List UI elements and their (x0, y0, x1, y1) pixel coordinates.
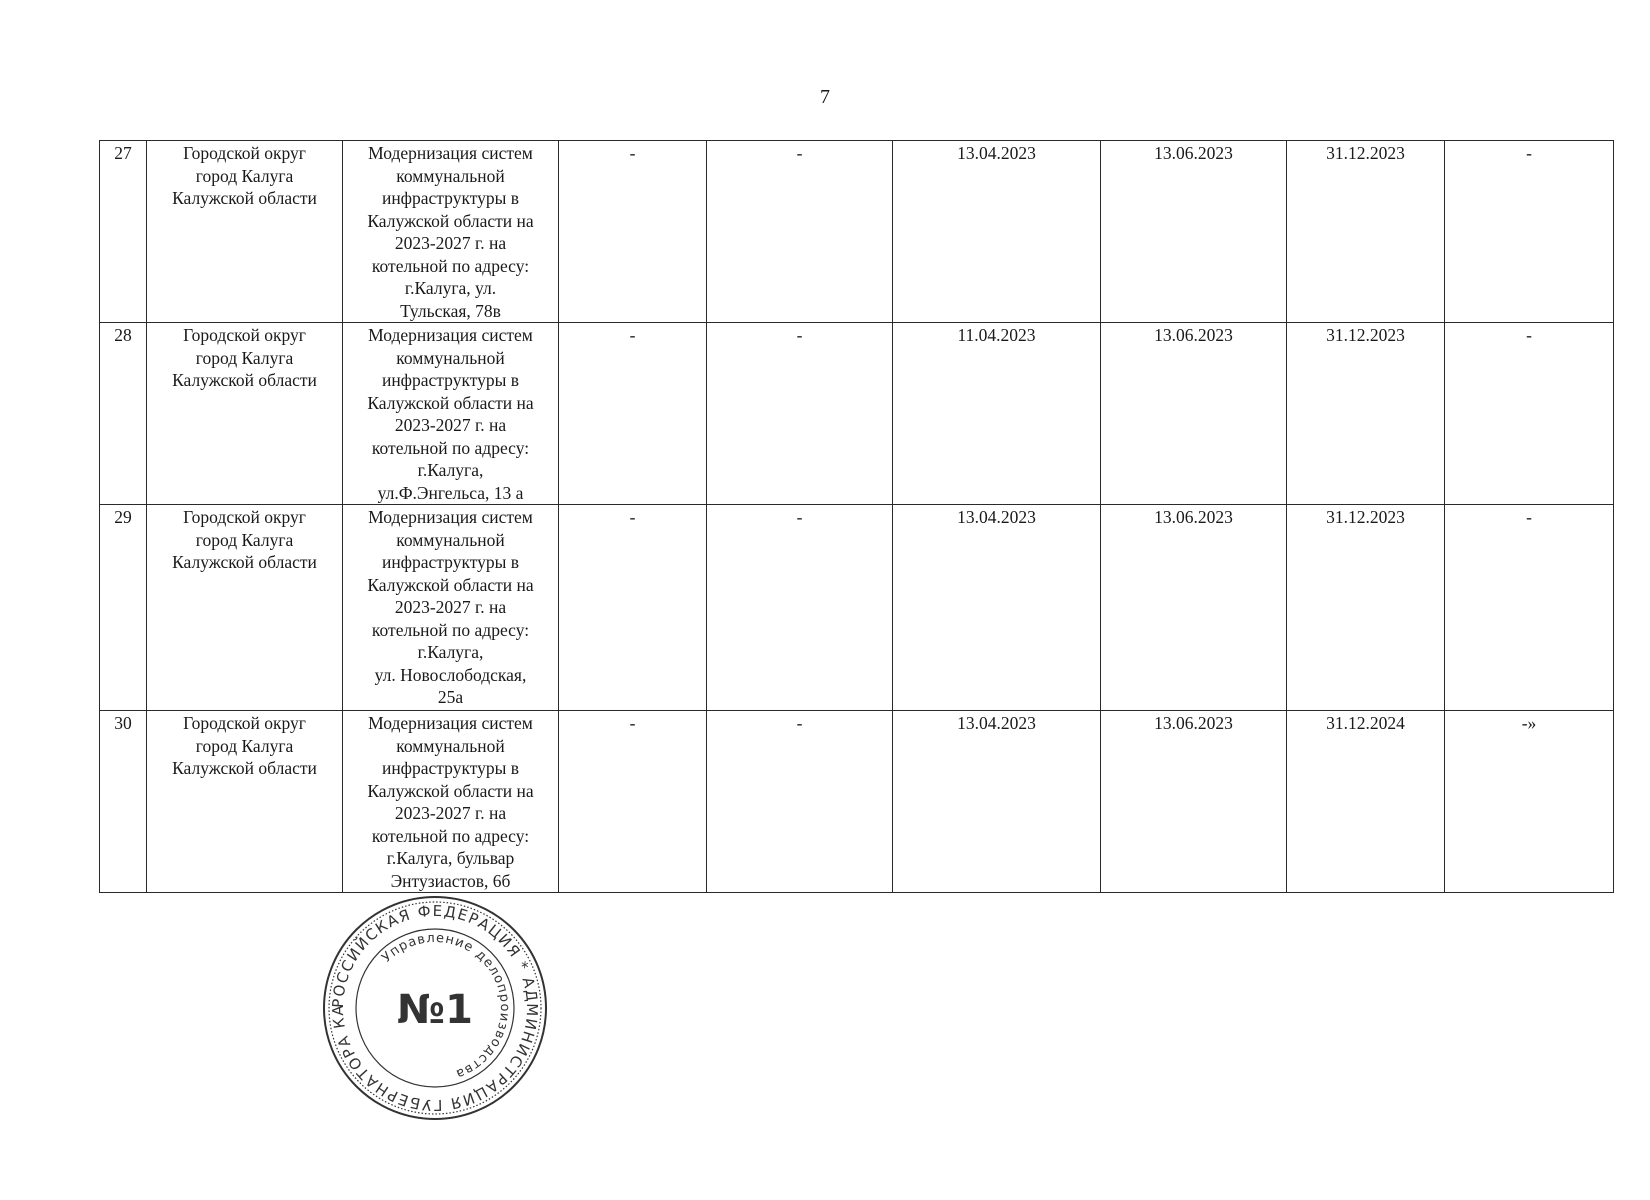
row-number: 27 (100, 141, 147, 323)
municipality-cell: Городской округ город Калуга Калужской области (147, 711, 343, 893)
dash-cell: - (559, 505, 707, 711)
seal-outer-text: РОССИЙСКАЯ ФЕДЕРАЦИЯ * АДМИНИСТРАЦИЯ ГУБЕРНАТОРА КА (328, 901, 542, 1115)
dash-cell: - (559, 711, 707, 893)
row-number: 30 (100, 711, 147, 893)
official-seal (320, 893, 550, 1123)
dash-cell: - (1445, 141, 1614, 323)
date-cell: 13.04.2023 (893, 141, 1101, 323)
date-cell: 31.12.2023 (1287, 141, 1445, 323)
table-row (100, 141, 1614, 323)
data-table (99, 140, 1614, 893)
dash-cell: - (1445, 505, 1614, 711)
page-number: 7 (820, 86, 830, 108)
table-row (100, 711, 1614, 893)
dash-cell: -» (1445, 711, 1614, 893)
dash-cell: - (559, 141, 707, 323)
dash-cell: - (559, 323, 707, 505)
event-cell: Модернизация систем коммунальной инфраструктуры в Калужской области на 2023-2027 г. на котельной по адресу: г.Калуга, ул. Тульская, 78в (343, 141, 559, 323)
event-cell: Модернизация систем коммунальной инфраструктуры в Калужской области на 2023-2027 г. на котельной по адресу: г.Калуга, бульвар Энтузиастов, 6б (343, 711, 559, 893)
date-cell: 13.06.2023 (1101, 141, 1287, 323)
date-cell: 13.06.2023 (1101, 505, 1287, 711)
date-cell: 13.06.2023 (1101, 323, 1287, 505)
dash-cell: - (707, 323, 893, 505)
seal-graphic (320, 893, 550, 1123)
municipality-cell: Городской округ город Калуга Калужской области (147, 505, 343, 711)
date-cell: 31.12.2024 (1287, 711, 1445, 893)
dash-cell: - (707, 711, 893, 893)
dash-cell: - (707, 505, 893, 711)
table-row (100, 323, 1614, 505)
dash-cell: - (707, 141, 893, 323)
event-cell: Модернизация систем коммунальной инфраструктуры в Калужской области на 2023-2027 г. на котельной по адресу: г.Калуга, ул. Новослободская, 25а (343, 505, 559, 711)
date-cell: 13.04.2023 (893, 505, 1101, 711)
date-cell: 13.04.2023 (893, 711, 1101, 893)
dash-cell: - (1445, 323, 1614, 505)
date-cell: 13.06.2023 (1101, 711, 1287, 893)
municipality-cell: Городской округ город Калуга Калужской области (147, 141, 343, 323)
municipality-cell: Городской округ город Калуга Калужской области (147, 323, 343, 505)
date-cell: 11.04.2023 (893, 323, 1101, 505)
date-cell: 31.12.2023 (1287, 323, 1445, 505)
seal-center-number: №1 (397, 987, 473, 1033)
event-cell: Модернизация систем коммунальной инфраструктуры в Калужской области на 2023-2027 г. на котельной по адресу: г.Калуга, ул.Ф.Энгельса, 13 а (343, 323, 559, 505)
seal-inner-text: Управление делопроизводства (379, 930, 513, 1082)
date-cell: 31.12.2023 (1287, 505, 1445, 711)
row-number: 28 (100, 323, 147, 505)
table-row (100, 505, 1614, 711)
row-number: 29 (100, 505, 147, 711)
